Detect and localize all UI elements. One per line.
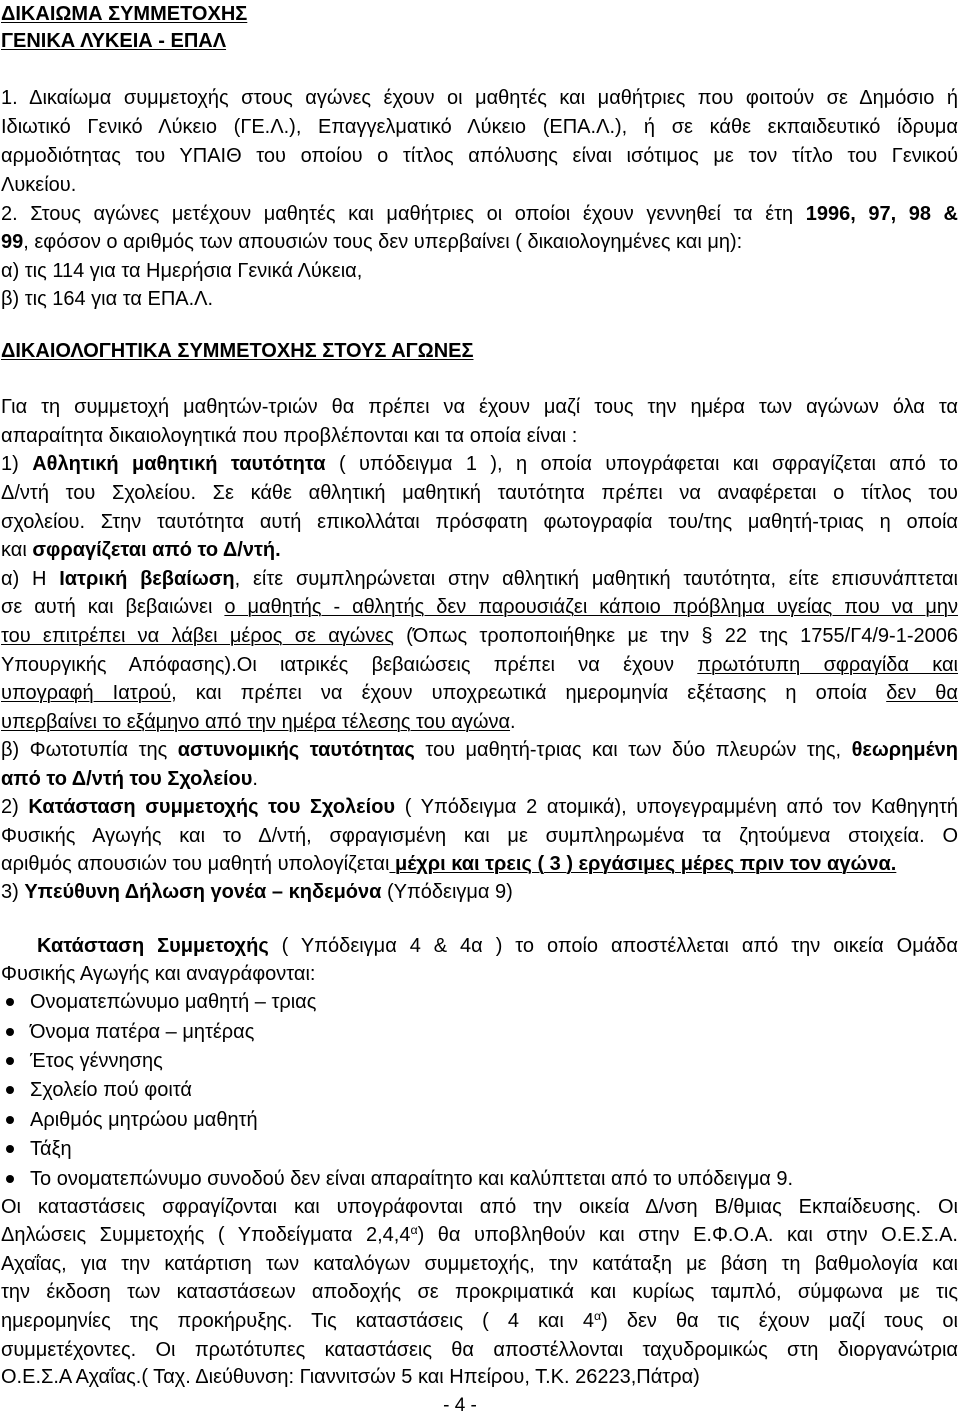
text-run: . (510, 711, 516, 733)
paragraph-line (1, 679, 958, 708)
paragraph-line (1, 593, 958, 622)
list-item (30, 1165, 930, 1194)
bold-text: αστυνομικής ταυτότητας (177, 739, 415, 761)
text-run: Φυσικής Αγωγής και αναγράφονται: (1, 963, 316, 985)
list-item-text: Σχολείο πού φοιτά (30, 1079, 192, 1101)
paragraph-line (1, 1336, 958, 1365)
text-run: 2. Στους αγώνες μετέχουν μαθητές και μαθήτριες οι οποίοι έχουν γεννηθεί τα έτη (1, 203, 806, 225)
bold-text: 99 (1, 231, 24, 253)
text-run: Φυσικής Αγωγής και το Δ/ντή, σφραγισμένη και με συμπληρωμένα τα ζητούμενα στοιχεία. Ο (1, 825, 958, 847)
paragraph-line (1, 171, 958, 200)
title-line (1, 27, 958, 56)
list-item-text: Έτος γέννησης (30, 1050, 163, 1072)
list-item (30, 1106, 930, 1135)
text-run: ημερομηνίες της προκήρυξης. Τις καταστάσεις ( 4 και 4 (1, 1310, 594, 1332)
text-run: β) Φωτοτυπία της (1, 739, 178, 761)
text-run: συμμετέχοντες. Οι πρωτότυπες καταστάσεις θα αποστέλλονται ταχυδρομικώς στη διοργανώτρια (1, 1339, 958, 1361)
text-run: Ιδιωτικό Γενικό Λύκειο (ΓΕ.Λ.), Επαγγελματικό Λύκειο (ΕΠΑ.Λ.), ή σε κάθε εκπαιδευτικό ίδρυμα (1, 116, 958, 138)
text-run: ( Υπόδειγμα 4 & 4α ) το οποίο αποστέλλεται από την οικεία Ομάδα (268, 935, 958, 957)
text-run: ) θα υποβληθούν και στην Ε.Φ.Ο.Α. και στην Ο.Ε.Σ.Α. (417, 1224, 958, 1246)
list-item (30, 988, 930, 1017)
text-run: Λυκείου. (1, 174, 77, 196)
page-number: - 4 - (443, 1395, 477, 1416)
document-subtitle: ΓΕΝΙΚΑ ΛΥΚΕΙΑ - ΕΠΑΛ (1, 30, 227, 52)
paragraph-line (1, 200, 958, 229)
bold-text: θεωρημένη (851, 739, 958, 761)
paragraph-line (1, 793, 958, 822)
paragraph-line (1, 285, 958, 314)
superscript-text: α (410, 1223, 418, 1238)
bold-text: Ιατρική βεβαίωση (59, 568, 235, 590)
underlined-text: δεν θα (886, 682, 958, 704)
text-run: (Υπόδειγμα 9) (381, 881, 513, 903)
superscript-text: α (593, 1309, 602, 1324)
list-item (30, 1135, 930, 1164)
list-item-text: Ονοματεπώνυμο μαθητή – τριας (30, 991, 317, 1013)
text-run: αρμοδιότητας του ΥΠΑΙΘ του οποίου ο τίτλος απόλυσης είναι ισότιμος με τον τίτλο του Γενικού (1, 145, 958, 167)
bold-text: Υπεύθυνη Δήλωση γονέα – κηδεμόνα (24, 881, 382, 903)
paragraph-line (1, 1193, 958, 1222)
paragraph-line (1, 1307, 958, 1336)
list-item-text: Όνομα πατέρα – μητέρας (30, 1021, 255, 1043)
underlined-text: ο μαθητής - αθλητής δεν παρουσιάζει κάποιο πρόβλημα υγείας που να μην (224, 596, 958, 618)
documents-heading: ΔΙΚΑΙΟΛΟΓΗΤΙΚΑ ΣΥΜΜΕΤΟΧΗΣ ΣΤΟΥΣ ΑΓΩΝΕΣ (1, 340, 474, 362)
paragraph-line (1, 622, 958, 651)
paragraph-line (1, 1250, 958, 1279)
text-run: 1) (1, 453, 33, 475)
bullet-icon (6, 998, 14, 1006)
paragraph-line (1, 878, 958, 907)
text-run: 1. Δικαίωμα συμμετοχής στους αγώνες έχουν οι μαθητές και μαθήτριες που φοιτούν σε Δημόσιο ή (1, 87, 958, 109)
text-run: του μαθητή-τριας και των δύο πλευρών της, (414, 739, 852, 761)
text-run: σε αυτή και βεβαιώνει (1, 596, 225, 618)
underlined-text: πρωτότυπη σφραγίδα και (697, 654, 958, 676)
paragraph-line (1, 850, 958, 879)
paragraph-line (1, 736, 958, 765)
bullet-icon (6, 1116, 14, 1124)
paragraph-line (1, 960, 958, 989)
paragraph-line (1, 450, 958, 479)
paragraph-line (1, 508, 958, 537)
paragraph-line (1, 479, 958, 508)
bold-underlined-text: μέχρι και τρεις ( 3 ) εργάσιμες μέρες πριν τον αγώνα. (389, 853, 897, 875)
text-run: (Όπως τροποποιήθηκε με την § 22 της 1755/Γ4/9-1-2006 (393, 625, 958, 647)
paragraph-line (1, 228, 958, 257)
paragraph-line (1, 1363, 958, 1392)
text-run: αριθμός απουσιών του μαθητή υπολογίζεται (1, 853, 390, 875)
paragraph-line (1, 765, 958, 794)
bold-text: Κατάσταση συμμετοχής του Σχολείου (28, 796, 396, 818)
list-item (30, 1076, 930, 1105)
underlined-text: υπερβαίνει το εξάμηνο από την ημέρα τέλεσης του αγώνα (1, 711, 511, 733)
bold-text: Κατάσταση Συμμετοχής (37, 935, 269, 957)
text-run: α) τις 114 για τα Ημερήσια Γενικά Λύκεια, (1, 260, 363, 282)
text-run: 2) (1, 796, 29, 818)
text-run: α) Η (1, 568, 60, 590)
bold-text: σφραγίζεται από το Δ/ντή. (32, 539, 281, 561)
text-run: Δηλώσεις Συμμετοχής ( Υποδείγματα 2,4,4 (1, 1224, 411, 1246)
paragraph-line (1, 257, 958, 286)
section-heading (1, 337, 958, 366)
bold-text: Αθλητική μαθητική ταυτότητα (32, 453, 326, 475)
bullet-icon (6, 1175, 14, 1183)
paragraph-line (37, 932, 958, 961)
text-run: και (1, 539, 33, 561)
text-run: β) τις 164 για τα ΕΠΑ.Λ. (1, 288, 214, 310)
paragraph-line (1, 536, 958, 565)
paragraph-line (1, 113, 958, 142)
text-run: ( υπόδειγμα 1 ), η οποία υπογράφεται και σφραγίζεται από το (325, 453, 959, 475)
text-run: Αχαΐας, για την κατάρτιση των καταλόγων συμμετοχής, την κατάταξη με βάση τη βαθμολογία και (1, 1253, 958, 1275)
paragraph-line (1, 84, 958, 113)
text-run: 3) (1, 881, 25, 903)
underlined-text: του επιτρέπει να λάβει μέρος σε αγώνες (1, 625, 394, 647)
document-title: ΔΙΚΑΙΩΜΑ ΣΥΜΜΕΤΟΧΗΣ (1, 3, 248, 25)
text-run: , είτε συμπληρώνεται στην αθλητική μαθητική ταυτότητα, είτε επισυνάπτεται (234, 568, 959, 590)
list-item-text: Το ονοματεπώνυμο συνοδού δεν είναι απαραίτητο και καλύπτεται από το υπόδειγμα 9. (30, 1168, 794, 1190)
bold-text: από το Δ/ντή του Σχολείου (1, 768, 253, 790)
list-item (30, 1047, 930, 1076)
paragraph-line (1, 1278, 958, 1307)
paragraph-line (1, 708, 958, 737)
text-run: Οι καταστάσεις σφραγίζονται και υπογράφονται από την οικεία Δ/νση Β/θμιας Εκπαίδευσης. Οι (1, 1196, 958, 1218)
list-item-text: Τάξη (30, 1138, 72, 1160)
paragraph-line (1, 142, 958, 171)
bullet-icon (6, 1086, 14, 1094)
text-run: σχολείου. Στην ταυτότητα αυτή επικολλάται πρόσφατη φωτογραφία του/της μαθητή-τριας η οποία (1, 511, 958, 533)
bullet-icon (6, 1145, 14, 1153)
text-run: , και πρέπει να έχουν υποχρεωτικά ημερομηνία εξέτασης η οποία (171, 682, 887, 704)
bullet-icon (6, 1057, 14, 1065)
list-item-text: Αριθμός μητρώου μαθητή (30, 1109, 258, 1131)
list-item (30, 1018, 930, 1047)
paragraph-line (1, 1221, 958, 1250)
text-run: , εφόσον ο αριθμός των απουσιών τους δεν υπερβαίνει ( δικαιολογημένες και μη): (23, 231, 743, 253)
text-run: Για τη συμμετοχή μαθητών-τριών θα πρέπει να έχουν μαζί τους την ημέρα των αγώνων όλα τα (1, 396, 958, 418)
paragraph-line (1, 422, 958, 451)
text-run: Δ/ντή του Σχολείου. Σε κάθε αθλητική μαθητική ταυτότητα πρέπει να αναφέρεται ο τίτλος του (1, 482, 958, 504)
paragraph-line (1, 651, 958, 680)
text-run: ( Υπόδειγμα 2 ατομικά), υπογεγραμμένη από τον Καθηγητή (395, 796, 958, 818)
text-run: ) δεν θα τις έχουν μαζί τους οι (601, 1310, 958, 1332)
paragraph-line (1, 822, 958, 851)
text-run: Ο.Ε.Σ.Α Αχαΐας.( Ταχ. Διεύθυνση: Γιαννιτσών 5 και Ηπείρου, Τ.Κ. 26223,Πάτρα) (1, 1366, 700, 1388)
text-run: Υπουργικής Απόφασης).Οι ιατρικές βεβαιώσεις πρέπει να έχουν (1, 654, 698, 676)
bullet-icon (6, 1028, 14, 1036)
title-line (1, 0, 958, 29)
underlined-text: υπογραφή Ιατρού (1, 682, 172, 704)
text-run: απαραίτητα δικαιολογητικά που προβλέπονται και τα οποία είναι : (1, 425, 578, 447)
text-run: την έκδοση των καταστάσεων αποδοχής σε προκριματικά και κυρίως ταμπλό, σύμφωνα με τις (1, 1281, 958, 1303)
paragraph-line (1, 393, 958, 422)
paragraph-line (1, 565, 958, 594)
bold-text: 1996, 97, 98 & (805, 203, 958, 225)
text-run: . (252, 768, 258, 790)
